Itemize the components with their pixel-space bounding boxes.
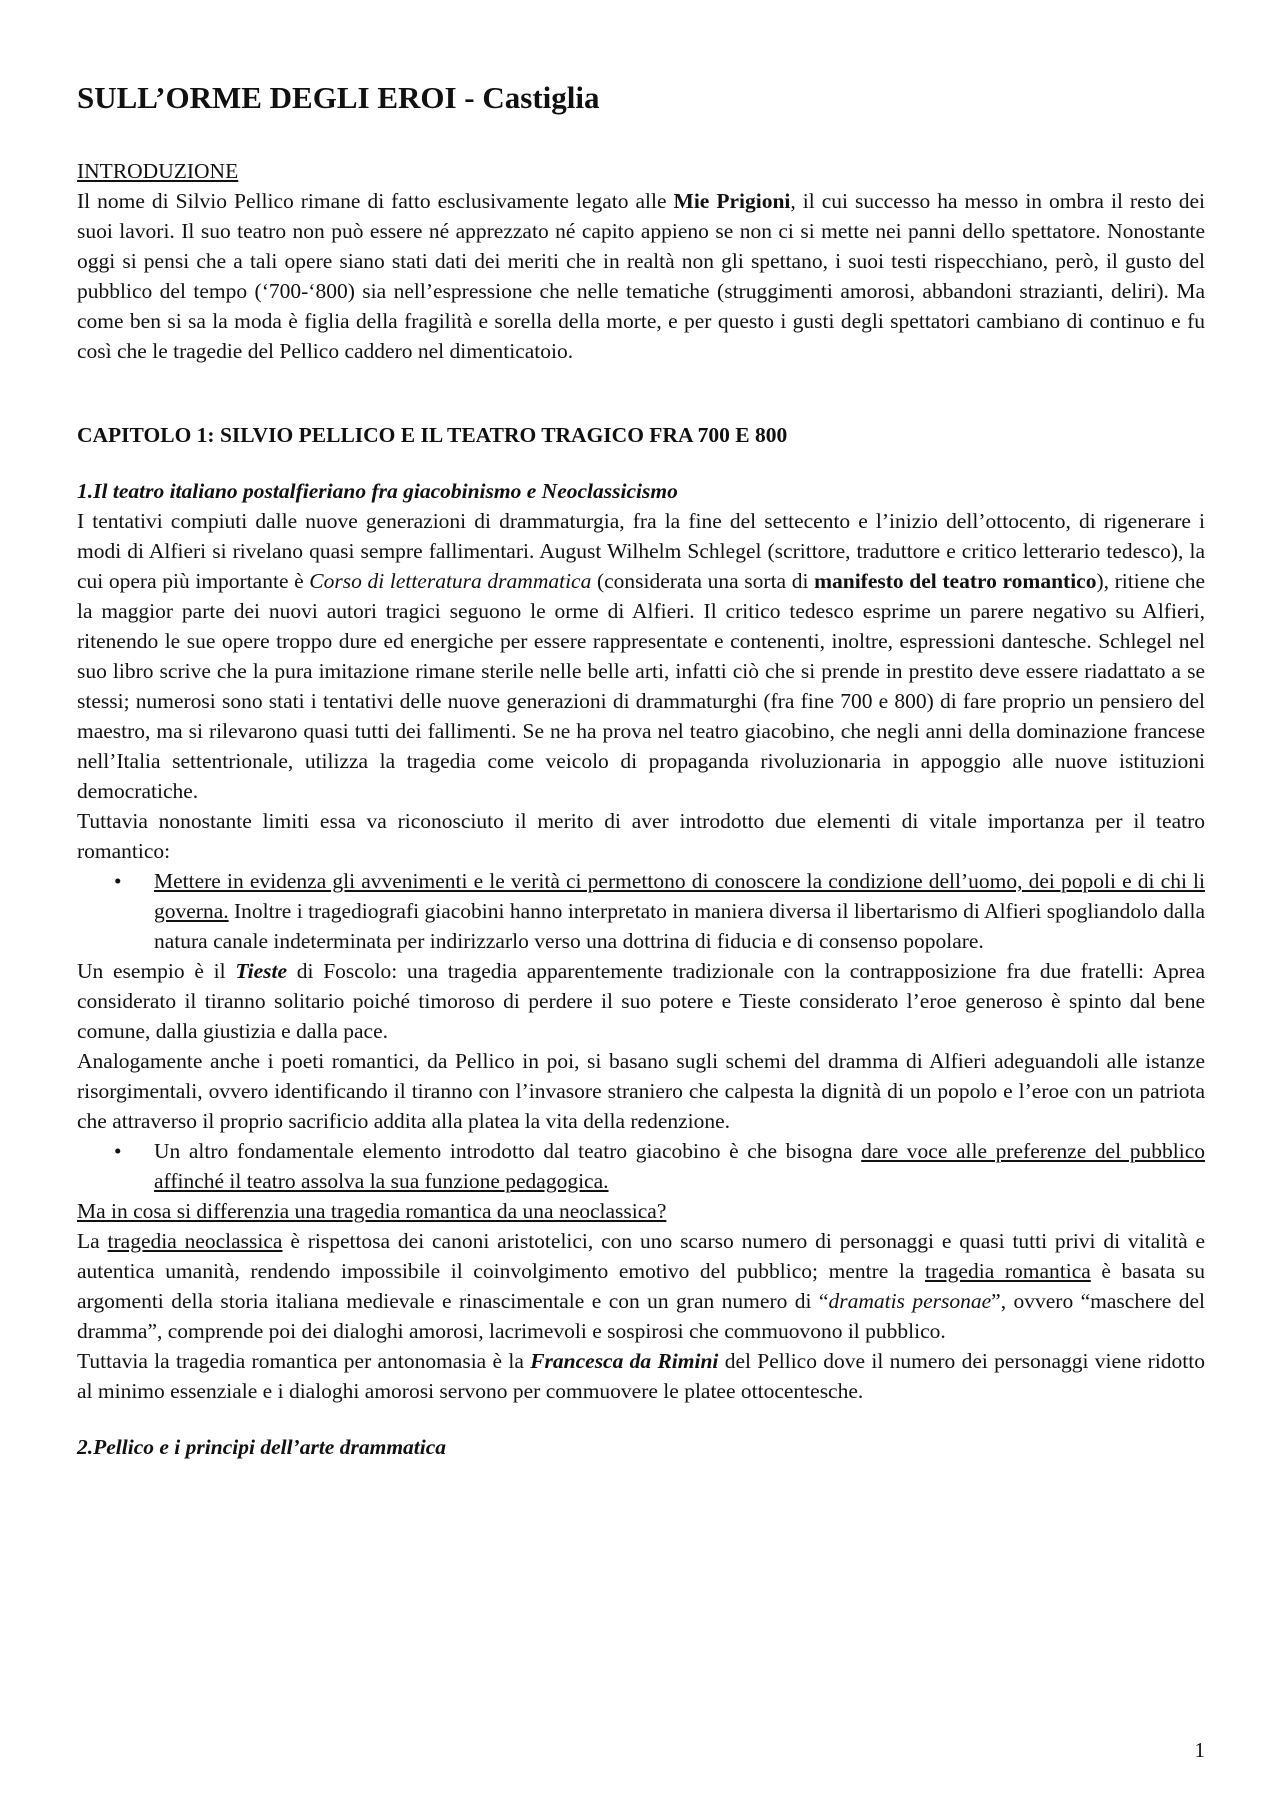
s1p1-text-a: I tentativi compiuti dalle nuove generazioni di drammaturgia, fra la fine del settecento e l’inizio dell’ottocento, di rigenerare i modi di Alfieri si rivelano quasi sempre fallimentari. August Wilhelm Schlegel (scrittore, traduttore e critico letterario tedesco), la cui opera più importante è (77, 509, 1205, 593)
section-1-paragraph-6 (77, 1346, 1205, 1406)
s1p5-text-c: è rispettosa dei canoni aristotelici, con uno scarso numero di personaggi e quasi tutti privi di vitalità e autentica umanità, rendendo impossibile il coinvolgimento emotivo del pubblico; mentre la (77, 1229, 1205, 1283)
section-1-paragraph-1 (77, 506, 1205, 806)
s1p1-text-d: manifesto del teatro romantico (814, 569, 1097, 593)
document-title: SULL’ORME DEGLI EROI - Castiglia (77, 80, 600, 115)
page-number: 1 (1194, 1738, 1205, 1762)
intro-heading (77, 156, 1205, 186)
intro-label: INTRODUZIONE (77, 159, 239, 183)
section-1-paragraph-4: Analogamente anche i poeti romantici, da Pellico in poi, si basano sugli schemi del dramma di Alfieri adeguandoli alle istanze risorgimentali, ovvero identificando il tiranno con l’invasore straniero che calpesta la dignità di un popolo e l’eroe con un patriota che attraverso il proprio sacrificio addita alla platea la vita della redenzione. (77, 1049, 1205, 1133)
s1p3-text-a: Un esempio è il (77, 959, 236, 983)
bullet-2-underlined: dare voce alle preferenze del pubblico affinché il teatro assolva la sua funzione pedagogica. (154, 1139, 1206, 1193)
intro-paragraph (77, 186, 1205, 366)
section-1-title: 1.Il teatro italiano postalfieriano fra giacobinismo e Neoclassicismo (77, 479, 678, 503)
s1p5-tragedia-neoclassica: tragedia neoclassica (107, 1229, 283, 1253)
s1p5-tragedia-romantica: tragedia romantica (925, 1259, 1091, 1283)
s1p6-francesca-da-rimini: Francesca da Rimini (530, 1349, 719, 1373)
intro-text-mie-prigioni: Mie Prigioni (673, 189, 791, 213)
s1p5-text-a: La (77, 1229, 108, 1253)
intro-text-2: , il cui successo ha messo in ombra il resto dei suoi lavori. Il suo teatro non può essere né apprezzato né capito appieno se non ci si mette nei panni dello spettatore. Nonostante oggi si pensi che a tali opere siano stati dati dei meriti che in realtà non gli spettano, i suoi testi rispecchiano, però, il gusto del pubblico del tempo (‘700-‘800) sia nell’espressione che nelle tematiche (struggimenti amorosi, abbandoni strazianti, deliri). Ma come ben si sa la moda è figlia della fragilità e sorella della morte, e per questo i gusti degli spettatori cambiano di continuo e fu così che le tragedie del Pellico caddero nel dimenticatoio. (77, 189, 1205, 363)
section-1-paragraph-2: Tuttavia nonostante limiti essa va riconosciuto il merito di aver introdotto due elementi di vitale importanza per il teatro romantico: (77, 809, 1205, 863)
bullet-item-1 (77, 866, 1205, 956)
section-2-title: 2.Pellico e i principi dell’arte drammatica (77, 1435, 447, 1459)
bullet-item-2 (77, 1136, 1205, 1196)
s1p6-text-c: del Pellico dove il numero dei personaggi viene ridotto al minimo essenziale e i dialoghi amorosi servono per commuovere le platee ottocentesche. (77, 1349, 1205, 1403)
s1p1-text-e: ), ritiene che la maggior parte dei nuovi autori tragici seguono le orme di Alfieri. Il critico tedesco esprime un parere negativo su Alfieri, ritenendo le sue opere troppo dure ed energiche per essere rappresentate e contenenti, inoltre, espressioni dantesche. Schlegel nel suo libro scrive che la pura imitazione rimane sterile nelle belle arti, infatti ciò che si prende in prestito deve essere riadattato a se stessi; numerosi sono stati i tentativi delle nuove generazioni di drammaturghi (fra fine 700 e 800) di fare proprio un pensiero del maestro, ma si rilevarono quasi tutti dei fallimenti. Se ne ha prova nel teatro giacobino, che negli anni della dominazione francese nell’Italia settentrionale, utilizza la tragedia come veicolo di propaganda rivoluzionaria in appoggio alle nuove istituzioni democratiche. (77, 569, 1206, 803)
s1p5-dramatis-personae: dramatis personae (828, 1289, 992, 1313)
s1p3-text-tieste: Tieste (235, 959, 288, 983)
intro-text-1: Il nome di Silvio Pellico rimane di fatto esclusivamente legato alle (77, 189, 674, 213)
page-content (77, 72, 1205, 1462)
section-1-paragraph-5 (77, 1226, 1205, 1346)
bullet-icon: • (114, 1139, 122, 1163)
question-line (77, 1196, 1205, 1226)
s1p3-text-c: di Foscolo: una tragedia apparentemente tradizionale con la contrapposizione fra due fratelli: Aprea considerato il tiranno solitario poiché timoroso di perdere il suo potere e Tieste considerato l’eroe generoso è spinto dal bene comune, dalla giustizia e dalla pace. (77, 959, 1205, 1043)
question-text: Ma in cosa si differenzia una tragedia romantica da una neoclassica? (77, 1199, 667, 1223)
bullet-list-2 (77, 1136, 1205, 1196)
s1p1-text-c: (considerata una sorta di (591, 569, 815, 593)
bullet-list-1 (77, 866, 1205, 956)
s1p1-text-b: Corso di letteratura drammatica (309, 569, 592, 593)
section-1-paragraph-3 (77, 956, 1205, 1046)
s1p5-text-g: ”, ovvero “maschere del dramma”, comprende poi dei dialoghi amorosi, lacrimevoli e sospirosi che commuovono il pubblico. (77, 1289, 1205, 1343)
bullet-1-rest: Inoltre i tragediografi giacobini hanno interpretato in maniera diversa il libertarismo di Alfieri spogliandolo dalla natura canale indeterminata per indirizzarlo verso una dottrina di fiducia e di consenso popolare. (154, 899, 1205, 953)
bullet-icon: • (114, 869, 122, 893)
chapter-1-title: CAPITOLO 1: SILVIO PELLICO E IL TEATRO TRAGICO FRA 700 E 800 (77, 423, 788, 447)
bullet-1-underlined: Mettere in evidenza gli avvenimenti e le verità ci permettono di conoscere la condizione dell’uomo, dei popoli e di chi li governa. (154, 869, 1205, 923)
s1p5-text-e: è basata su argomenti della storia italiana medievale e rinascimentale e con un gran numero di “ (77, 1259, 1205, 1313)
s1p6-text-a: Tuttavia la tragedia romantica per antonomasia è la (77, 1349, 531, 1373)
bullet-2-text: Un altro fondamentale elemento introdotto dal teatro giacobino è che bisogna (154, 1139, 862, 1163)
